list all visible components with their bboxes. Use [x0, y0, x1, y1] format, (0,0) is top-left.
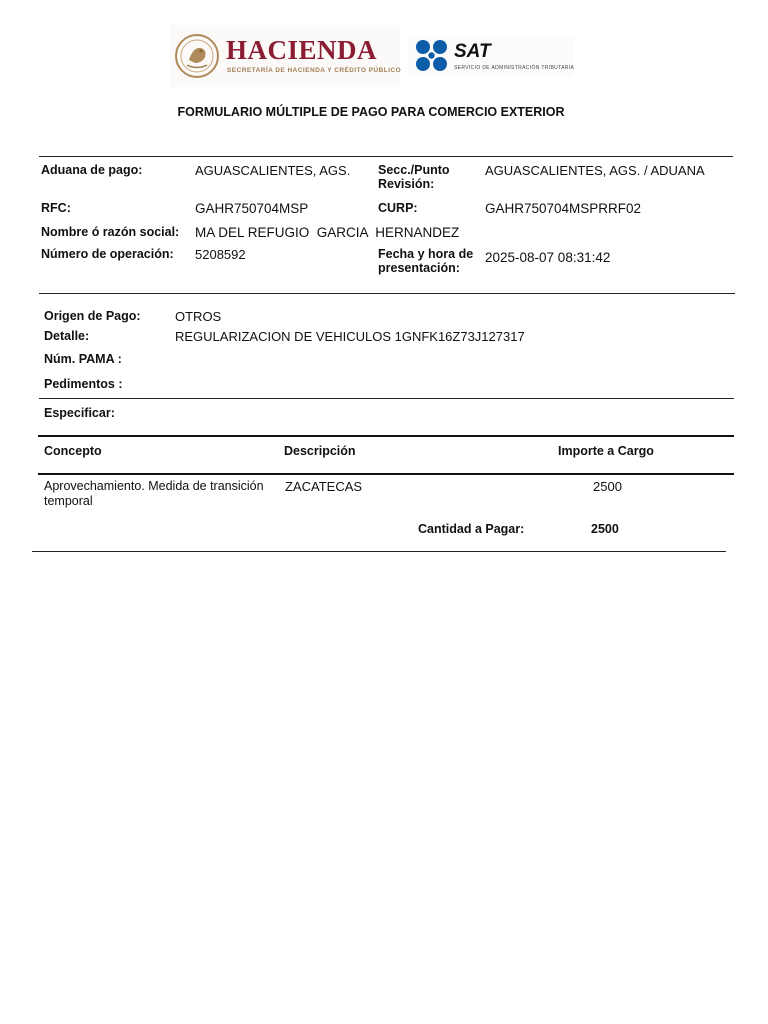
origen-value: OTROS — [175, 309, 222, 324]
curp-value: GAHR750704MSPRRF02 — [485, 201, 642, 216]
origen-label: Origen de Pago: — [44, 309, 141, 323]
nombre-value: MA DEL REFUGIO GARCIA HERNANDEZ — [195, 225, 460, 240]
concepto-line2: temporal — [44, 494, 93, 508]
secc-value: AGUASCALIENTES, AGS. / ADUANA — [485, 163, 705, 178]
fecha-label-line2: presentación: — [378, 261, 460, 275]
detalle-value: REGULARIZACION DE VEHICULOS 1GNFK16Z73J127317 — [175, 329, 525, 344]
nombre-label: Nombre ó razón social: — [41, 225, 180, 239]
operacion-value: 5208592 — [195, 247, 246, 262]
curp-label: CURP: — [378, 201, 418, 215]
operacion-label: Número de operación: — [41, 247, 174, 261]
sat-logo — [408, 37, 573, 77]
rfc-label: RFC: — [41, 201, 71, 215]
sat-dots-icon — [415, 39, 449, 73]
hacienda-logo — [170, 25, 400, 87]
fecha-value: 2025-08-07 08:31:42 — [485, 250, 611, 265]
table-row — [38, 478, 734, 512]
sat-wordmark: SAT — [454, 41, 491, 62]
form-title: FORMULARIO MÚLTIPLE DE PAGO PARA COMERCIO EXTERIOR — [177, 105, 565, 119]
importe-cell: 2500 — [593, 479, 622, 494]
divider-taxpayer-bottom — [39, 293, 735, 294]
table-header-border — [38, 473, 734, 475]
aduana-label: Aduana de pago: — [41, 163, 143, 177]
concepto-header: Concepto — [44, 444, 102, 458]
especificar-label: Especificar: — [44, 406, 115, 420]
hacienda-wordmark: HACIENDA — [226, 35, 378, 65]
total-value: 2500 — [591, 522, 619, 536]
fecha-label-line1: Fecha y hora de — [378, 247, 474, 261]
mexico-coat-of-arms-icon — [174, 33, 220, 79]
importe-header: Importe a Cargo — [558, 444, 654, 458]
concepto-line1: Aprovechamiento. Medida de transición — [44, 479, 264, 493]
descripcion-header: Descripción — [284, 444, 356, 458]
divider-especificar-top — [39, 398, 734, 399]
pedimentos-label: Pedimentos : — [44, 377, 123, 391]
total-label: Cantidad a Pagar: — [418, 522, 525, 536]
sat-subtitle: SERVICIO DE ADMINISTRACIÓN TRIBUTARIA — [454, 65, 575, 71]
table-top-border — [38, 435, 734, 437]
secc-label-line2: Revisión: — [378, 177, 435, 191]
rfc-value: GAHR750704MSP — [195, 201, 309, 216]
pama-label: Núm. PAMA : — [44, 352, 122, 366]
detalle-label: Detalle: — [44, 329, 90, 343]
secc-label-line1: Secc./Punto — [378, 163, 450, 177]
divider-bottom — [32, 551, 726, 552]
divider-top — [39, 156, 733, 157]
descripcion-cell: ZACATECAS — [285, 479, 363, 494]
aduana-value: AGUASCALIENTES, AGS. — [195, 163, 351, 178]
hacienda-subtitle: SECRETARÍA DE HACIENDA Y CRÉDITO PÚBLICO — [227, 67, 402, 74]
